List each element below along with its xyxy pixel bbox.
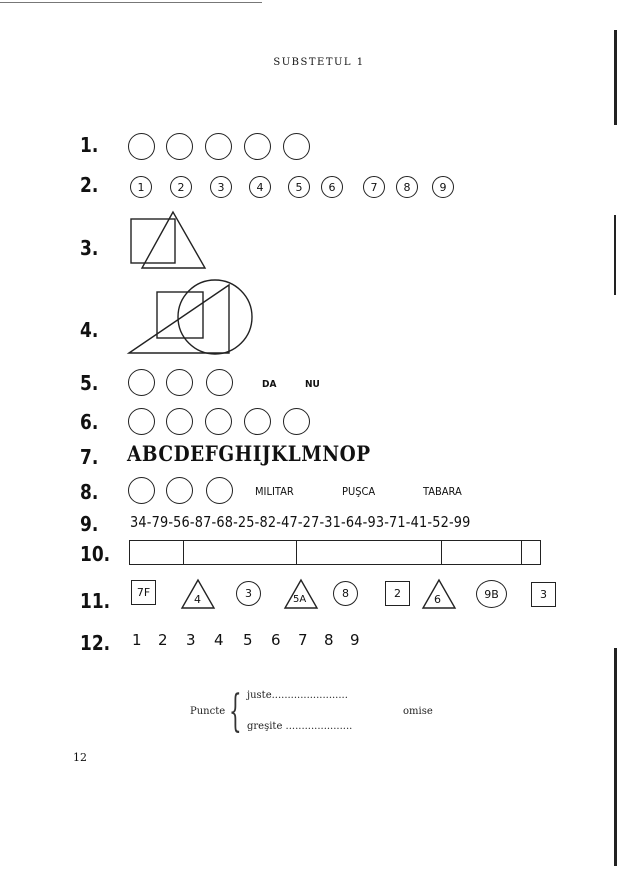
segmented-bar <box>129 540 541 565</box>
item6-circle-5 <box>283 408 310 435</box>
item2-circled-number: 5 <box>288 176 310 198</box>
edge-line-middle <box>614 215 616 295</box>
digit: 4 <box>214 631 224 649</box>
item1-circle-2 <box>166 133 193 160</box>
triangle-symbol <box>283 578 319 610</box>
score-label: Puncte <box>190 706 226 717</box>
triangle-symbol <box>180 578 216 610</box>
answer-nu: NU <box>305 379 320 390</box>
score-wrong: greşite ..................... <box>247 721 353 732</box>
item2-circled-number: 9 <box>432 176 454 198</box>
top-rule <box>0 2 262 3</box>
alphabet-line: ABCDEFGHIJKLMNOP <box>127 441 371 466</box>
bar-segment <box>441 540 522 565</box>
item2-circled-number: 3 <box>210 176 232 198</box>
item5-circle-2 <box>166 369 193 396</box>
digit: 2 <box>158 631 168 649</box>
digit: 7 <box>298 631 308 649</box>
item8-circle-1 <box>128 477 155 504</box>
edge-line-bottom <box>614 648 617 866</box>
item8-circle-3 <box>206 477 233 504</box>
square-symbol: 2 <box>385 581 410 606</box>
square-symbol: 7F <box>131 580 156 605</box>
item-number-1: 1. <box>80 133 99 157</box>
bar-segment <box>129 540 184 565</box>
word-militar: MILITAR <box>255 485 294 498</box>
item1-circle-3 <box>205 133 232 160</box>
item1-circle-1 <box>128 133 155 160</box>
item2-circled-number: 6 <box>321 176 343 198</box>
page-title: SUBSTETUL 1 <box>273 57 365 68</box>
item2-circled-number: 4 <box>249 176 271 198</box>
item-number-6: 6. <box>80 410 99 434</box>
word-tabara: TABARA <box>423 485 462 498</box>
word-pusca: PUŞCA <box>342 485 376 498</box>
item5-circle-1 <box>128 369 155 396</box>
item8-circle-2 <box>166 477 193 504</box>
page-number: 12 <box>73 751 87 764</box>
item-number-7: 7. <box>80 445 99 469</box>
triangle-label: 5A <box>293 594 307 605</box>
digit: 1 <box>132 631 142 649</box>
edge-line-top <box>614 30 617 125</box>
item2-circled-number: 7 <box>363 176 385 198</box>
item2-circled-number: 8 <box>396 176 418 198</box>
item6-circle-1 <box>128 408 155 435</box>
digit: 8 <box>324 631 334 649</box>
bar-segment <box>296 540 442 565</box>
digit: 3 <box>186 631 196 649</box>
triangle-label: 4 <box>194 593 201 606</box>
item1-circle-5 <box>283 133 310 160</box>
item-number-2: 2. <box>80 173 99 197</box>
item-number-9: 9. <box>80 512 99 536</box>
digit: 9 <box>350 631 360 649</box>
item-number-12: 12. <box>80 631 111 655</box>
digit: 6 <box>271 631 281 649</box>
item-number-10: 10. <box>80 542 111 566</box>
square-circle-triangle-figure <box>125 277 265 357</box>
triangle-label: 6 <box>434 593 441 606</box>
item-number-3: 3. <box>80 236 99 260</box>
item-number-4: 4. <box>80 318 99 342</box>
item6-circle-4 <box>244 408 271 435</box>
bar-segment <box>183 540 297 565</box>
bar-segment <box>521 540 541 565</box>
square-triangle-figure <box>125 208 215 274</box>
score-brace: { <box>229 686 242 737</box>
item-number-8: 8. <box>80 480 99 504</box>
answer-da: DA <box>262 379 277 390</box>
item6-circle-2 <box>166 408 193 435</box>
circle-symbol: 3 <box>236 581 261 606</box>
item6-circle-3 <box>205 408 232 435</box>
item2-circled-number: 1 <box>130 176 152 198</box>
digit: 5 <box>243 631 253 649</box>
triangle-symbol <box>421 578 457 610</box>
item2-circled-number: 2 <box>170 176 192 198</box>
score-omitted: omise <box>403 706 433 717</box>
circle-symbol: 9B <box>476 580 507 608</box>
item1-circle-4 <box>244 133 271 160</box>
item-number-5: 5. <box>80 371 99 395</box>
number-sequence: 34-79-56-87-68-25-82-47-27-31-64-93-71-41-52-99 <box>130 513 471 531</box>
square-symbol: 3 <box>531 582 556 607</box>
circle-symbol: 8 <box>333 581 358 606</box>
item5-circle-3 <box>206 369 233 396</box>
item-number-11: 11. <box>80 589 111 613</box>
score-correct: juste........................ <box>247 690 348 701</box>
